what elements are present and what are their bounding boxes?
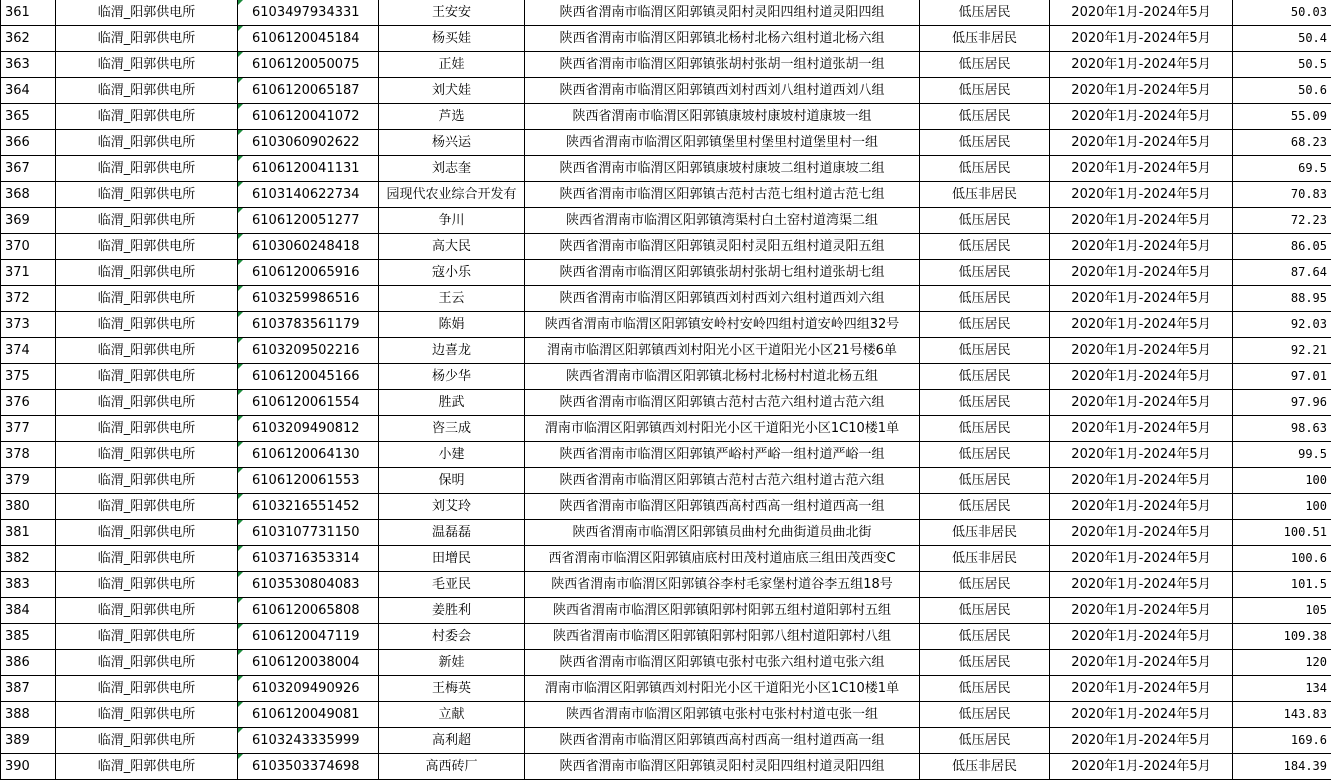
supply-office-cell[interactable]: 临渭_阳郭供电所 — [56, 650, 238, 676]
row-index-cell[interactable]: 363 — [1, 52, 56, 78]
period-cell[interactable]: 2020年1月-2024年5月 — [1050, 494, 1233, 520]
period-cell[interactable]: 2020年1月-2024年5月 — [1050, 286, 1233, 312]
supply-office-cell[interactable]: 临渭_阳郭供电所 — [56, 390, 238, 416]
period-cell[interactable]: 2020年1月-2024年5月 — [1050, 130, 1233, 156]
supply-office-cell[interactable]: 临渭_阳郭供电所 — [56, 338, 238, 364]
row-index-cell[interactable]: 369 — [1, 208, 56, 234]
supply-office-cell[interactable]: 临渭_阳郭供电所 — [56, 598, 238, 624]
customer-type-cell[interactable]: 低压居民 — [920, 572, 1050, 598]
address-cell[interactable]: 陕西省渭南市临渭区阳郭镇西高村西高一组村道西高一组 — [525, 494, 920, 520]
account-number-cell[interactable]: 6106120065916 — [238, 260, 379, 286]
supply-office-cell[interactable]: 临渭_阳郭供电所 — [56, 234, 238, 260]
account-number-cell[interactable]: 6106120045166 — [238, 364, 379, 390]
table-row — [1, 312, 1331, 338]
address-cell[interactable]: 陕西省渭南市临渭区阳郭镇安岭村安岭四组村道安岭四组32号 — [525, 312, 920, 338]
period-cell[interactable]: 2020年1月-2024年5月 — [1050, 572, 1233, 598]
address-cell[interactable]: 陕西省渭南市临渭区阳郭镇西高村西高一组村道西高一组 — [525, 728, 920, 754]
period-cell[interactable]: 2020年1月-2024年5月 — [1050, 260, 1233, 286]
quantity-cell[interactable]: 100.51 — [1233, 520, 1331, 546]
row-index-cell[interactable]: 379 — [1, 468, 56, 494]
customer-name-cell[interactable]: 田增民 — [379, 546, 525, 572]
account-number-cell[interactable]: 6103060248418 — [238, 234, 379, 260]
table-row — [1, 338, 1331, 364]
quantity-cell[interactable]: 184.39 — [1233, 754, 1331, 780]
quantity-cell[interactable]: 98.63 — [1233, 416, 1331, 442]
customer-type-cell[interactable]: 低压居民 — [920, 598, 1050, 624]
quantity-cell[interactable]: 100 — [1233, 468, 1331, 494]
account-number-cell[interactable]: 6106120047119 — [238, 624, 379, 650]
period-cell[interactable]: 2020年1月-2024年5月 — [1050, 442, 1233, 468]
supply-office-cell[interactable]: 临渭_阳郭供电所 — [56, 52, 238, 78]
supply-office-cell[interactable]: 临渭_阳郭供电所 — [56, 676, 238, 702]
table-row — [1, 26, 1331, 52]
period-cell[interactable]: 2020年1月-2024年5月 — [1050, 468, 1233, 494]
address-cell[interactable]: 陕西省渭南市临渭区阳郭镇灵阳村灵阳四组村道灵阳四组 — [525, 754, 920, 780]
customer-name-cell[interactable]: 毛亚民 — [379, 572, 525, 598]
period-cell[interactable]: 2020年1月-2024年5月 — [1050, 754, 1233, 780]
customer-name-cell[interactable]: 争川 — [379, 208, 525, 234]
period-cell[interactable]: 2020年1月-2024年5月 — [1050, 520, 1233, 546]
address-cell[interactable]: 陕西省渭南市临渭区阳郭镇屯张村屯张村村道屯张一组 — [525, 702, 920, 728]
period-cell[interactable]: 2020年1月-2024年5月 — [1050, 78, 1233, 104]
quantity-cell[interactable]: 68.23 — [1233, 130, 1331, 156]
quantity-cell[interactable]: 100.6 — [1233, 546, 1331, 572]
customer-type-cell[interactable]: 低压居民 — [920, 676, 1050, 702]
account-number-cell[interactable]: 6103209490812 — [238, 416, 379, 442]
supply-office-cell[interactable]: 临渭_阳郭供电所 — [56, 286, 238, 312]
quantity-cell[interactable]: 143.83 — [1233, 702, 1331, 728]
period-cell[interactable]: 2020年1月-2024年5月 — [1050, 702, 1233, 728]
address-cell[interactable]: 陕西省渭南市临渭区阳郭镇康坡村康坡村道康坡一组 — [525, 104, 920, 130]
customer-name-cell[interactable]: 村委会 — [379, 624, 525, 650]
account-number-cell[interactable]: 6103209502216 — [238, 338, 379, 364]
customer-type-cell[interactable]: 低压居民 — [920, 702, 1050, 728]
customer-type-cell[interactable]: 低压居民 — [920, 650, 1050, 676]
account-number-cell[interactable]: 6103216551452 — [238, 494, 379, 520]
customer-name-cell[interactable]: 高西砖厂 — [379, 754, 525, 780]
row-index-cell[interactable]: 381 — [1, 520, 56, 546]
customer-name-cell[interactable]: 温磊磊 — [379, 520, 525, 546]
row-index-cell[interactable]: 368 — [1, 182, 56, 208]
account-number-cell[interactable]: 6106120041072 — [238, 104, 379, 130]
customer-name-cell[interactable]: 咨三成 — [379, 416, 525, 442]
row-index-cell[interactable]: 378 — [1, 442, 56, 468]
customer-type-cell[interactable]: 低压居民 — [920, 52, 1050, 78]
table-row — [1, 442, 1331, 468]
customer-type-cell[interactable]: 低压居民 — [920, 468, 1050, 494]
customer-type-cell[interactable]: 低压居民 — [920, 338, 1050, 364]
address-cell[interactable]: 陕西省渭南市临渭区阳郭镇张胡村张胡七组村道张胡七组 — [525, 260, 920, 286]
table-row — [1, 234, 1331, 260]
customer-type-cell[interactable]: 低压居民 — [920, 494, 1050, 520]
account-number-cell[interactable]: 6106120065808 — [238, 598, 379, 624]
customer-name-cell[interactable]: 新娃 — [379, 650, 525, 676]
period-cell[interactable]: 2020年1月-2024年5月 — [1050, 208, 1233, 234]
customer-name-cell[interactable]: 王安安 — [379, 0, 525, 26]
customer-type-cell[interactable]: 低压非居民 — [920, 754, 1050, 780]
address-cell[interactable]: 陕西省渭南市临渭区阳郭镇堡里村堡里村道堡里村一组 — [525, 130, 920, 156]
period-cell[interactable]: 2020年1月-2024年5月 — [1050, 52, 1233, 78]
quantity-cell[interactable]: 109.38 — [1233, 624, 1331, 650]
customer-type-cell[interactable]: 低压非居民 — [920, 182, 1050, 208]
account-number-cell[interactable]: 6103783561179 — [238, 312, 379, 338]
table-row — [1, 546, 1331, 572]
table-row — [1, 104, 1331, 130]
quantity-cell[interactable]: 70.83 — [1233, 182, 1331, 208]
table-row — [1, 598, 1331, 624]
row-index-cell[interactable]: 365 — [1, 104, 56, 130]
quantity-cell[interactable]: 69.5 — [1233, 156, 1331, 182]
supply-office-cell[interactable]: 临渭_阳郭供电所 — [56, 78, 238, 104]
table-row — [1, 650, 1331, 676]
row-index-cell[interactable]: 376 — [1, 390, 56, 416]
supply-office-cell[interactable]: 临渭_阳郭供电所 — [56, 130, 238, 156]
row-index-cell[interactable]: 380 — [1, 494, 56, 520]
address-cell[interactable]: 陕西省渭南市临渭区阳郭镇古范村古范七组村道古范七组 — [525, 182, 920, 208]
account-number-cell[interactable]: 6103209490926 — [238, 676, 379, 702]
customer-name-cell[interactable]: 胜武 — [379, 390, 525, 416]
account-number-cell[interactable]: 6106120041131 — [238, 156, 379, 182]
supply-office-cell[interactable]: 临渭_阳郭供电所 — [56, 702, 238, 728]
quantity-cell[interactable]: 50.4 — [1233, 26, 1331, 52]
account-number-cell[interactable]: 6106120061553 — [238, 468, 379, 494]
supply-office-cell[interactable]: 临渭_阳郭供电所 — [56, 624, 238, 650]
account-number-cell[interactable]: 6106120049081 — [238, 702, 379, 728]
address-cell[interactable]: 陕西省渭南市临渭区阳郭镇古范村古范六组村道古范六组 — [525, 468, 920, 494]
quantity-cell[interactable]: 120 — [1233, 650, 1331, 676]
table-row — [1, 390, 1331, 416]
quantity-cell[interactable]: 92.03 — [1233, 312, 1331, 338]
customer-type-cell[interactable]: 低压居民 — [920, 0, 1050, 26]
supply-office-cell[interactable]: 临渭_阳郭供电所 — [56, 754, 238, 780]
customer-name-cell[interactable]: 园现代农业综合开发有 — [379, 182, 525, 208]
account-number-cell[interactable]: 6103243335999 — [238, 728, 379, 754]
customer-name-cell[interactable]: 保明 — [379, 468, 525, 494]
row-index-cell[interactable]: 385 — [1, 624, 56, 650]
address-cell[interactable]: 陕西省渭南市临渭区阳郭镇灵阳村灵阳四组村道灵阳四组 — [525, 0, 920, 26]
quantity-cell[interactable]: 105 — [1233, 598, 1331, 624]
customer-name-cell[interactable]: 芦选 — [379, 104, 525, 130]
address-cell[interactable]: 渭南市临渭区阳郭镇西刘村阳光小区干道阳光小区1C10楼1单 — [525, 676, 920, 702]
table-row — [1, 754, 1331, 780]
address-cell[interactable]: 陕西省渭南市临渭区阳郭镇湾渠村白土窑村道湾渠二组 — [525, 208, 920, 234]
supply-office-cell[interactable]: 临渭_阳郭供电所 — [56, 0, 238, 26]
account-number-cell[interactable]: 6106120050075 — [238, 52, 379, 78]
supply-office-cell[interactable]: 临渭_阳郭供电所 — [56, 182, 238, 208]
address-cell[interactable]: 陕西省渭南市临渭区阳郭镇阳郭村阳郭八组村道阳郭村八组 — [525, 624, 920, 650]
address-cell[interactable]: 陕西省渭南市临渭区阳郭镇严峪村严峪一组村道严峪一组 — [525, 442, 920, 468]
row-index-cell[interactable]: 384 — [1, 598, 56, 624]
quantity-cell[interactable]: 97.96 — [1233, 390, 1331, 416]
address-cell[interactable]: 渭南市临渭区阳郭镇西刘村阳光小区干道阳光小区21号楼6单 — [525, 338, 920, 364]
customer-name-cell[interactable]: 杨买娃 — [379, 26, 525, 52]
supply-office-cell[interactable]: 临渭_阳郭供电所 — [56, 156, 238, 182]
customer-name-cell[interactable]: 姜胜利 — [379, 598, 525, 624]
address-cell[interactable]: 陕西省渭南市临渭区阳郭镇谷李村毛家堡村道谷李五组18号 — [525, 572, 920, 598]
quantity-cell[interactable]: 88.95 — [1233, 286, 1331, 312]
row-index-cell[interactable]: 372 — [1, 286, 56, 312]
customer-type-cell[interactable]: 低压居民 — [920, 130, 1050, 156]
quantity-cell[interactable]: 50.5 — [1233, 52, 1331, 78]
address-cell[interactable]: 陕西省渭南市临渭区阳郭镇北杨村北杨村村道北杨五组 — [525, 364, 920, 390]
period-cell[interactable]: 2020年1月-2024年5月 — [1050, 182, 1233, 208]
table-row — [1, 702, 1331, 728]
quantity-cell[interactable]: 169.6 — [1233, 728, 1331, 754]
table-body — [1, 0, 1331, 780]
table-row — [1, 676, 1331, 702]
row-index-cell[interactable]: 382 — [1, 546, 56, 572]
customer-type-cell[interactable]: 低压居民 — [920, 390, 1050, 416]
address-cell[interactable]: 渭南市临渭区阳郭镇西刘村阳光小区干道阳光小区1C10楼1单 — [525, 416, 920, 442]
customer-name-cell[interactable]: 正娃 — [379, 52, 525, 78]
table-row — [1, 468, 1331, 494]
table-row — [1, 624, 1331, 650]
table-row — [1, 182, 1331, 208]
customer-type-cell[interactable]: 低压居民 — [920, 364, 1050, 390]
account-number-cell[interactable]: 6103107731150 — [238, 520, 379, 546]
customer-name-cell[interactable]: 刘犬娃 — [379, 78, 525, 104]
account-number-cell[interactable]: 6106120038004 — [238, 650, 379, 676]
address-cell[interactable]: 西省渭南市临渭区阳郭镇庙底村田茂村道庙底三组田茂西变C — [525, 546, 920, 572]
row-index-cell[interactable]: 383 — [1, 572, 56, 598]
customer-name-cell[interactable]: 杨少华 — [379, 364, 525, 390]
customer-name-cell[interactable]: 王梅英 — [379, 676, 525, 702]
supply-office-cell[interactable]: 临渭_阳郭供电所 — [56, 546, 238, 572]
address-cell[interactable]: 陕西省渭南市临渭区阳郭镇张胡村张胡一组村道张胡一组 — [525, 52, 920, 78]
row-index-cell[interactable]: 364 — [1, 78, 56, 104]
row-index-cell[interactable]: 370 — [1, 234, 56, 260]
address-cell[interactable]: 陕西省渭南市临渭区阳郭镇灵阳村灵阳五组村道灵阳五组 — [525, 234, 920, 260]
table-row — [1, 728, 1331, 754]
table-row — [1, 364, 1331, 390]
account-number-cell[interactable]: 6103060902622 — [238, 130, 379, 156]
account-number-cell[interactable]: 6103503374698 — [238, 754, 379, 780]
quantity-cell[interactable]: 99.5 — [1233, 442, 1331, 468]
table-row — [1, 208, 1331, 234]
customer-name-cell[interactable]: 陈娟 — [379, 312, 525, 338]
customer-type-cell[interactable]: 低压非居民 — [920, 26, 1050, 52]
customer-name-cell[interactable]: 刘艾玲 — [379, 494, 525, 520]
account-number-cell[interactable]: 6103530804083 — [238, 572, 379, 598]
supply-office-cell[interactable]: 临渭_阳郭供电所 — [56, 442, 238, 468]
quantity-cell[interactable]: 55.09 — [1233, 104, 1331, 130]
address-cell[interactable]: 陕西省渭南市临渭区阳郭镇古范村古范六组村道古范六组 — [525, 390, 920, 416]
table-row — [1, 52, 1331, 78]
quantity-cell[interactable]: 50.03 — [1233, 0, 1331, 26]
address-cell[interactable]: 陕西省渭南市临渭区阳郭镇西刘村西刘八组村道西刘八组 — [525, 78, 920, 104]
customer-name-cell[interactable]: 边喜龙 — [379, 338, 525, 364]
address-cell[interactable]: 陕西省渭南市临渭区阳郭镇屯张村屯张六组村道屯张六组 — [525, 650, 920, 676]
supply-office-cell[interactable]: 临渭_阳郭供电所 — [56, 572, 238, 598]
customer-type-cell[interactable]: 低压居民 — [920, 104, 1050, 130]
row-index-cell[interactable]: 386 — [1, 650, 56, 676]
row-index-cell[interactable]: 371 — [1, 260, 56, 286]
customer-type-cell[interactable]: 低压居民 — [920, 234, 1050, 260]
customer-type-cell[interactable]: 低压居民 — [920, 312, 1050, 338]
period-cell[interactable]: 2020年1月-2024年5月 — [1050, 364, 1233, 390]
supply-office-cell[interactable]: 临渭_阳郭供电所 — [56, 26, 238, 52]
table-row — [1, 416, 1331, 442]
table-row — [1, 0, 1331, 26]
account-number-cell[interactable]: 6103140622734 — [238, 182, 379, 208]
supply-office-cell[interactable]: 临渭_阳郭供电所 — [56, 494, 238, 520]
customer-name-cell[interactable]: 高利超 — [379, 728, 525, 754]
supply-office-cell[interactable]: 临渭_阳郭供电所 — [56, 208, 238, 234]
table-row — [1, 520, 1331, 546]
customer-type-cell[interactable]: 低压居民 — [920, 624, 1050, 650]
customer-type-cell[interactable]: 低压居民 — [920, 260, 1050, 286]
quantity-cell[interactable]: 134 — [1233, 676, 1331, 702]
period-cell[interactable]: 2020年1月-2024年5月 — [1050, 312, 1233, 338]
address-cell[interactable]: 陕西省渭南市临渭区阳郭镇北杨村北杨六组村道北杨六组 — [525, 26, 920, 52]
account-number-cell[interactable]: 6103259986516 — [238, 286, 379, 312]
quantity-cell[interactable]: 72.23 — [1233, 208, 1331, 234]
supply-office-cell[interactable]: 临渭_阳郭供电所 — [56, 260, 238, 286]
customer-name-cell[interactable]: 杨兴运 — [379, 130, 525, 156]
quantity-cell[interactable]: 97.01 — [1233, 364, 1331, 390]
supply-office-cell[interactable]: 临渭_阳郭供电所 — [56, 468, 238, 494]
customer-name-cell[interactable]: 立献 — [379, 702, 525, 728]
quantity-cell[interactable]: 87.64 — [1233, 260, 1331, 286]
customer-type-cell[interactable]: 低压居民 — [920, 156, 1050, 182]
row-index-cell[interactable]: 387 — [1, 676, 56, 702]
customer-name-cell[interactable]: 小建 — [379, 442, 525, 468]
row-index-cell[interactable]: 375 — [1, 364, 56, 390]
supply-office-cell[interactable]: 临渭_阳郭供电所 — [56, 728, 238, 754]
account-number-cell[interactable]: 6106120064130 — [238, 442, 379, 468]
table-row — [1, 156, 1331, 182]
supply-office-cell[interactable]: 临渭_阳郭供电所 — [56, 364, 238, 390]
period-cell[interactable]: 2020年1月-2024年5月 — [1050, 234, 1233, 260]
account-number-cell[interactable]: 6103716353314 — [238, 546, 379, 572]
row-index-cell[interactable]: 377 — [1, 416, 56, 442]
period-cell[interactable]: 2020年1月-2024年5月 — [1050, 598, 1233, 624]
address-cell[interactable]: 陕西省渭南市临渭区阳郭镇阳郭村阳郭五组村道阳郭村五组 — [525, 598, 920, 624]
customer-type-cell[interactable]: 低压居民 — [920, 208, 1050, 234]
table-row — [1, 286, 1331, 312]
period-cell[interactable]: 2020年1月-2024年5月 — [1050, 104, 1233, 130]
quantity-cell[interactable]: 92.21 — [1233, 338, 1331, 364]
address-cell[interactable]: 陕西省渭南市临渭区阳郭镇员曲村允曲街道员曲北街 — [525, 520, 920, 546]
customer-type-cell[interactable]: 低压居民 — [920, 416, 1050, 442]
customer-type-cell[interactable]: 低压居民 — [920, 286, 1050, 312]
row-index-cell[interactable]: 388 — [1, 702, 56, 728]
customer-name-cell[interactable]: 刘志奎 — [379, 156, 525, 182]
row-index-cell[interactable]: 362 — [1, 26, 56, 52]
supply-office-cell[interactable]: 临渭_阳郭供电所 — [56, 416, 238, 442]
period-cell[interactable]: 2020年1月-2024年5月 — [1050, 26, 1233, 52]
address-cell[interactable]: 陕西省渭南市临渭区阳郭镇西刘村西刘六组村道西刘六组 — [525, 286, 920, 312]
period-cell[interactable]: 2020年1月-2024年5月 — [1050, 156, 1233, 182]
customer-type-cell[interactable]: 低压居民 — [920, 78, 1050, 104]
supply-office-cell[interactable]: 临渭_阳郭供电所 — [56, 104, 238, 130]
row-index-cell[interactable]: 367 — [1, 156, 56, 182]
table-row — [1, 78, 1331, 104]
row-index-cell[interactable]: 361 — [1, 0, 56, 26]
period-cell[interactable]: 2020年1月-2024年5月 — [1050, 390, 1233, 416]
customer-name-cell[interactable]: 寇小乐 — [379, 260, 525, 286]
quantity-cell[interactable]: 50.6 — [1233, 78, 1331, 104]
row-index-cell[interactable]: 373 — [1, 312, 56, 338]
period-cell[interactable]: 2020年1月-2024年5月 — [1050, 728, 1233, 754]
customer-type-cell[interactable]: 低压非居民 — [920, 546, 1050, 572]
period-cell[interactable]: 2020年1月-2024年5月 — [1050, 676, 1233, 702]
account-number-cell[interactable]: 6106120065187 — [238, 78, 379, 104]
supply-office-cell[interactable]: 临渭_阳郭供电所 — [56, 520, 238, 546]
account-number-cell[interactable]: 6103497934331 — [238, 0, 379, 26]
period-cell[interactable]: 2020年1月-2024年5月 — [1050, 416, 1233, 442]
row-index-cell[interactable]: 366 — [1, 130, 56, 156]
customer-type-cell[interactable]: 低压非居民 — [920, 520, 1050, 546]
account-number-cell[interactable]: 6106120051277 — [238, 208, 379, 234]
period-cell[interactable]: 2020年1月-2024年5月 — [1050, 546, 1233, 572]
period-cell[interactable]: 2020年1月-2024年5月 — [1050, 624, 1233, 650]
period-cell[interactable]: 2020年1月-2024年5月 — [1050, 338, 1233, 364]
account-number-cell[interactable]: 6106120061554 — [238, 390, 379, 416]
customer-type-cell[interactable]: 低压居民 — [920, 728, 1050, 754]
period-cell[interactable]: 2020年1月-2024年5月 — [1050, 650, 1233, 676]
table-row — [1, 130, 1331, 156]
row-index-cell[interactable]: 374 — [1, 338, 56, 364]
quantity-cell[interactable]: 100 — [1233, 494, 1331, 520]
table-row — [1, 572, 1331, 598]
period-cell[interactable]: 2020年1月-2024年5月 — [1050, 0, 1233, 26]
row-index-cell[interactable]: 389 — [1, 728, 56, 754]
supply-office-cell[interactable]: 临渭_阳郭供电所 — [56, 312, 238, 338]
quantity-cell[interactable]: 101.5 — [1233, 572, 1331, 598]
address-cell[interactable]: 陕西省渭南市临渭区阳郭镇康坡村康坡二组村道康坡二组 — [525, 156, 920, 182]
table-row — [1, 260, 1331, 286]
customer-name-cell[interactable]: 高大民 — [379, 234, 525, 260]
quantity-cell[interactable]: 86.05 — [1233, 234, 1331, 260]
customer-name-cell[interactable]: 王云 — [379, 286, 525, 312]
row-index-cell[interactable]: 390 — [1, 754, 56, 780]
customer-type-cell[interactable]: 低压居民 — [920, 442, 1050, 468]
table-row — [1, 494, 1331, 520]
account-number-cell[interactable]: 6106120045184 — [238, 26, 379, 52]
